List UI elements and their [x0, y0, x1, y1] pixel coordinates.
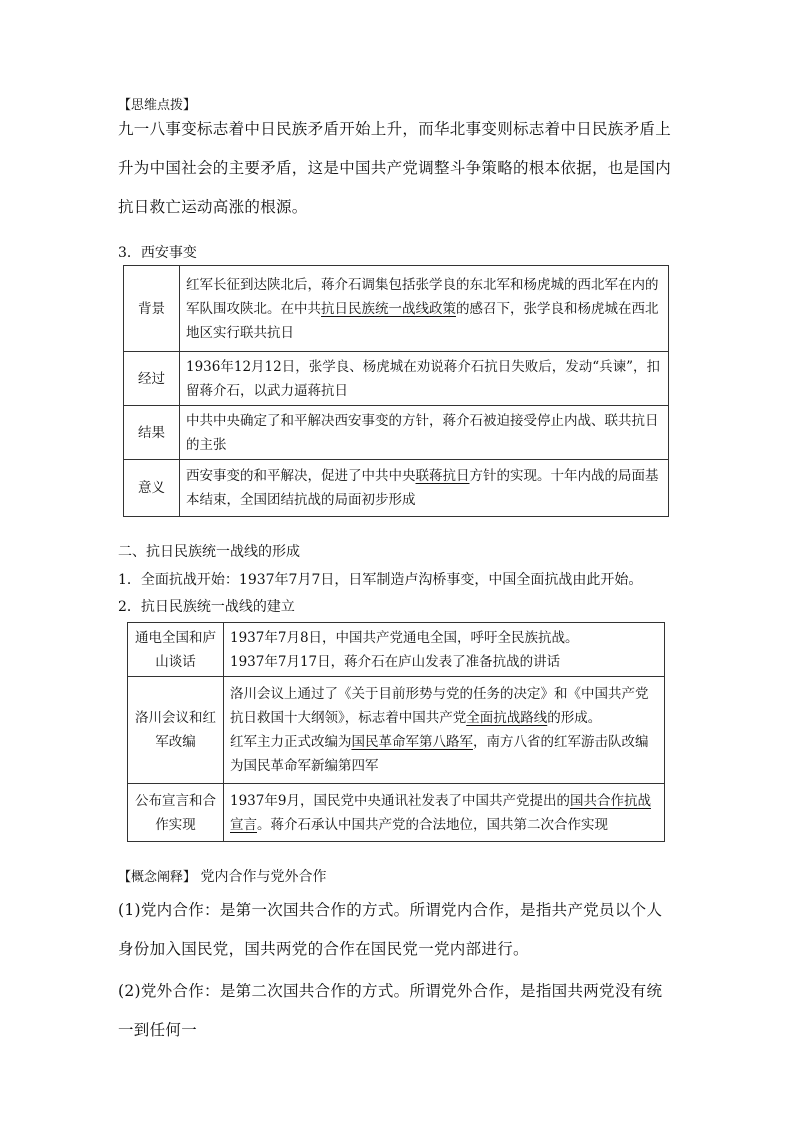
row-content: 洛川会议上通过了《关于目前形势与党的任务的决定》和《中国共产党抗日救国十大纲领》，标志着中国共产党全面抗战路线的形成。 红军主力正式改编为国民革命军第八路军，南方八省的红军游击队改编为国民革命军新编第四军 [224, 677, 665, 784]
table-row [128, 784, 665, 842]
table-row [128, 677, 665, 784]
row-label: 经过 [124, 352, 180, 406]
table-row [128, 623, 665, 677]
concept-paragraph-2: (2)党外合作：是第二次国共合作的方式。所谓党外合作，是指国共两党没有统一到任何一 [118, 982, 663, 1039]
concept-title: 党内合作与党外合作 [200, 869, 327, 885]
xian-table [123, 265, 669, 517]
item-2: 2．抗日民族统一战线的建立 [118, 599, 295, 615]
think-paragraph: 九一八事变标志着中日民族矛盾开始上升，而华北事变则标志着中日民族矛盾上升为中国社会的主要矛盾，这是中国共产党调整斗争策略的根本依据，也是国内抗日救亡运动高涨的根源。 [118, 120, 672, 216]
row-content: 1937年9月，国民党中央通讯社发表了中国共产党提出的国共合作抗战宣言。蒋介石承认中国共产党的合法地位，国共第二次合作实现 [224, 784, 665, 842]
row-content: 1936年12月12日，张学良、杨虎城在劝说蒋介石抗日失败后，发动“兵谏”，扣留蒋介石，以武力逼蒋抗日 [180, 352, 669, 406]
row-content: 中共中央确定了和平解决西安事变的方针，蒋介石被迫接受停止内战、联共抗日的主张 [180, 406, 669, 460]
row-label: 通电全国和庐山谈话 [128, 623, 224, 677]
item-1: 1．全面抗战开始：1937年7月7日，日军制造卢沟桥事变，中国全面抗战由此开始。 [118, 572, 643, 588]
concept-paragraph-1: (1)党内合作：是第一次国共合作的方式。所谓党内合作，是指共产党员以个人身份加入国民党，国共两党的合作在国民党一党内部进行。 [118, 901, 663, 958]
think-tag: 【思维点拨】 [118, 98, 197, 113]
concept-tag: 【概念阐释】 [118, 870, 197, 885]
row-label: 结果 [124, 406, 180, 460]
row-content: 1937年7月8日，中国共产党通电全国，呼吁全民族抗战。 1937年7月17日，蒋介石在庐山发表了准备抗战的讲话 [224, 623, 665, 677]
table-row [124, 266, 669, 352]
xian-heading: 3．西安事变 [118, 245, 197, 261]
row-label: 背景 [124, 266, 180, 352]
table-row [124, 406, 669, 460]
row-content: 红军长征到达陕北后，蒋介石调集包括张学良的东北军和杨虎城的西北军在内的军队围攻陕北。在中共抗日民族统一战线政策的感召下，张学良和杨虎城在西北地区实行联共抗日 [180, 266, 669, 352]
row-label: 意义 [124, 460, 180, 517]
table-row [124, 460, 669, 517]
table-row [124, 352, 669, 406]
row-label: 公布宣言和合作实现 [128, 784, 224, 842]
concept-header [118, 866, 678, 886]
row-label: 洛川会议和红军改编 [128, 677, 224, 784]
section2-heading: 二、抗日民族统一战线的形成 [118, 544, 300, 560]
united-front-table [127, 622, 665, 842]
row-content: 西安事变的和平解决，促进了中共中央联蒋抗日方针的实现。十年内战的局面基本结束，全国团结抗战的局面初步形成 [180, 460, 669, 517]
